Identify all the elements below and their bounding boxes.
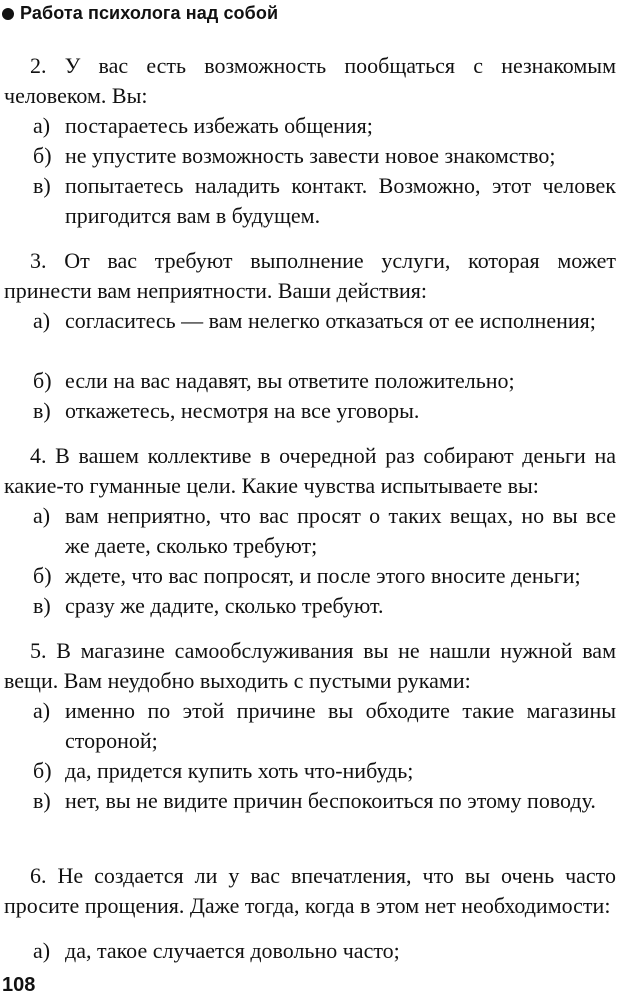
question-3-text: 3. От вас требуют выполнение услуги, которая может принести вам неприятности. Ваши действия: bbox=[4, 248, 616, 303]
question-4-option-b bbox=[33, 561, 616, 591]
option-letter: в) bbox=[33, 398, 51, 423]
option-text: именно по этой причине вы обходите такие магазины стороной; bbox=[65, 698, 616, 753]
option-text: да, придется купить хоть что-нибудь; bbox=[65, 758, 414, 783]
question-3-option-a bbox=[33, 306, 616, 336]
option-letter: а) bbox=[33, 113, 51, 138]
question-2-option-a bbox=[33, 111, 616, 141]
question-3-option-c bbox=[33, 396, 616, 426]
option-text: если на вас надавят, вы ответите положительно; bbox=[65, 368, 515, 393]
header-title: Работа психолога над собой bbox=[20, 3, 279, 23]
option-text: попытаетесь наладить контакт. Возможно, этот человек пригодится вам в будущем. bbox=[65, 173, 616, 228]
question-5-option-a bbox=[33, 696, 616, 756]
option-text: откажетесь, несмотря на все уговоры. bbox=[65, 398, 420, 423]
option-letter: а) bbox=[33, 938, 51, 963]
question-6-text: 6. Не создается ли у вас впечатления, что вы очень часто просите прощения. Даже тогда, когда в этом нет необходимости: bbox=[4, 863, 616, 918]
question-2-text: 2. У вас есть возможность пообщаться с незнакомым человеком. Вы: bbox=[4, 53, 616, 108]
option-letter: б) bbox=[33, 143, 52, 168]
option-letter: а) bbox=[33, 308, 51, 333]
question-4-option-c bbox=[33, 591, 616, 621]
option-text: сразу же дадите, сколько требуют. bbox=[65, 593, 384, 618]
option-text: постараетесь избежать общения; bbox=[65, 113, 373, 138]
question-5-text: 5. В магазине самообслуживания вы не нашли нужной вам вещи. Вам неудобно выходить с пустыми руками: bbox=[4, 638, 616, 693]
option-letter: в) bbox=[33, 173, 51, 198]
page-number: 108 bbox=[2, 974, 36, 996]
option-letter: а) bbox=[33, 698, 51, 723]
question-2-option-c bbox=[33, 171, 616, 231]
bullet-icon bbox=[2, 8, 14, 20]
option-letter: в) bbox=[33, 788, 51, 813]
question-5-option-b bbox=[33, 756, 616, 786]
option-text: не упустите возможность завести новое знакомство; bbox=[65, 143, 556, 168]
option-text: ждете, что вас попросят, и после этого вносите деньги; bbox=[65, 563, 581, 588]
option-text: согласитесь — вам нелегко отказаться от ее исполнения; bbox=[65, 308, 596, 333]
question-2-option-b bbox=[33, 141, 616, 171]
option-letter: б) bbox=[33, 758, 52, 783]
option-text: да, такое случается довольно часто; bbox=[65, 938, 400, 963]
option-letter: б) bbox=[33, 563, 52, 588]
question-4-text: 4. В вашем коллективе в очередной раз собирают деньги на какие-то гуманные цели. Какие чувства испытываете вы: bbox=[4, 443, 616, 498]
question-3-option-b bbox=[33, 366, 616, 396]
question-5-option-c bbox=[33, 786, 616, 816]
question-6-option-a bbox=[33, 936, 616, 966]
option-text: нет, вы не видите причин беспокоиться по этому поводу. bbox=[65, 788, 596, 813]
option-text: вам неприятно, что вас просят о таких вещах, но вы все же даете, сколько требуют; bbox=[65, 503, 616, 558]
option-letter: в) bbox=[33, 593, 51, 618]
question-4-option-a bbox=[33, 501, 616, 561]
option-letter: а) bbox=[33, 503, 51, 528]
option-letter: б) bbox=[33, 368, 52, 393]
running-header bbox=[2, 3, 278, 24]
